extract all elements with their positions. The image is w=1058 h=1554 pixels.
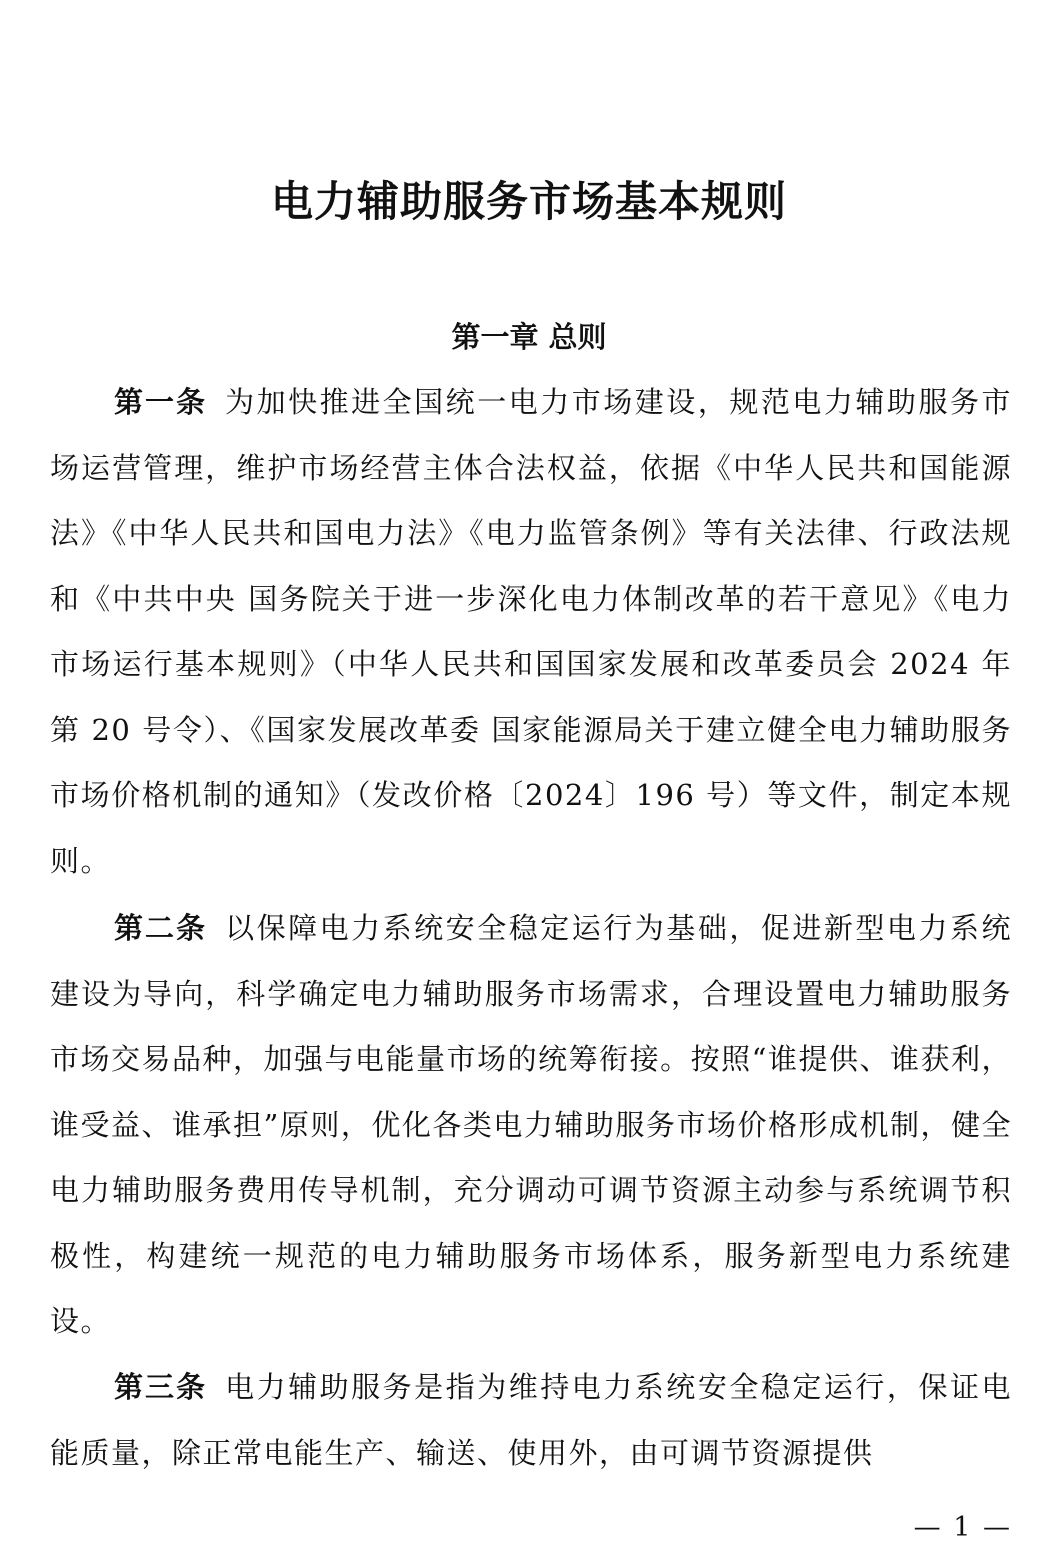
document-title: 电力辅助服务市场基本规则 xyxy=(270,177,787,226)
article-text: 电力辅助服务是指为维持电力系统安全稳定运行，保证电能质量，除正常电能生产、输送、使用外，由可调节资源提供 xyxy=(50,1370,1012,1470)
article-3 xyxy=(50,1355,1012,1486)
article-label: 第一条 xyxy=(114,385,208,419)
page-number: — 1 — xyxy=(913,1512,1012,1543)
article-2 xyxy=(50,896,1012,1355)
chapter-title: 第一章 总则 xyxy=(451,320,607,354)
article-text: 为加快推进全国统一电力市场建设，规范电力辅助服务市场运营管理，维护市场经营主体合法权益，依据《中华人民共和国能源法》《中华人民共和国电力法》《电力监管条例》等有关法律、行政法规和《中共中央 国务院关于进一步深化电力体制改革的若干意见》《电力市场运行基本规则》（中华人民共和国国家发展和改革委员会 2024 年第 20 号令）、《国家发展改革委 国家能源局关于建立健全电力辅助服务市场价格机制的通知》（发改价格〔2024〕196 号）等文件，制定本规则。 xyxy=(50,385,1012,878)
article-text: 以保障电力系统安全稳定运行为基础，促进新型电力系统建设为导向，科学确定电力辅助服务市场需求，合理设置电力辅助服务市场交易品种，加强与电能量市场的统筹衔接。按照“谁提供、谁获利，谁受益、谁承担”原则，优化各类电力辅助服务市场价格形成机制，健全电力辅助服务费用传导机制，充分调动可调节资源主动参与系统调节积极性，构建统一规范的电力辅助服务市场体系，服务新型电力系统建设。 xyxy=(50,911,1012,1338)
article-label: 第三条 xyxy=(114,1370,208,1404)
article-label: 第二条 xyxy=(114,911,208,945)
article-1 xyxy=(50,370,1012,894)
